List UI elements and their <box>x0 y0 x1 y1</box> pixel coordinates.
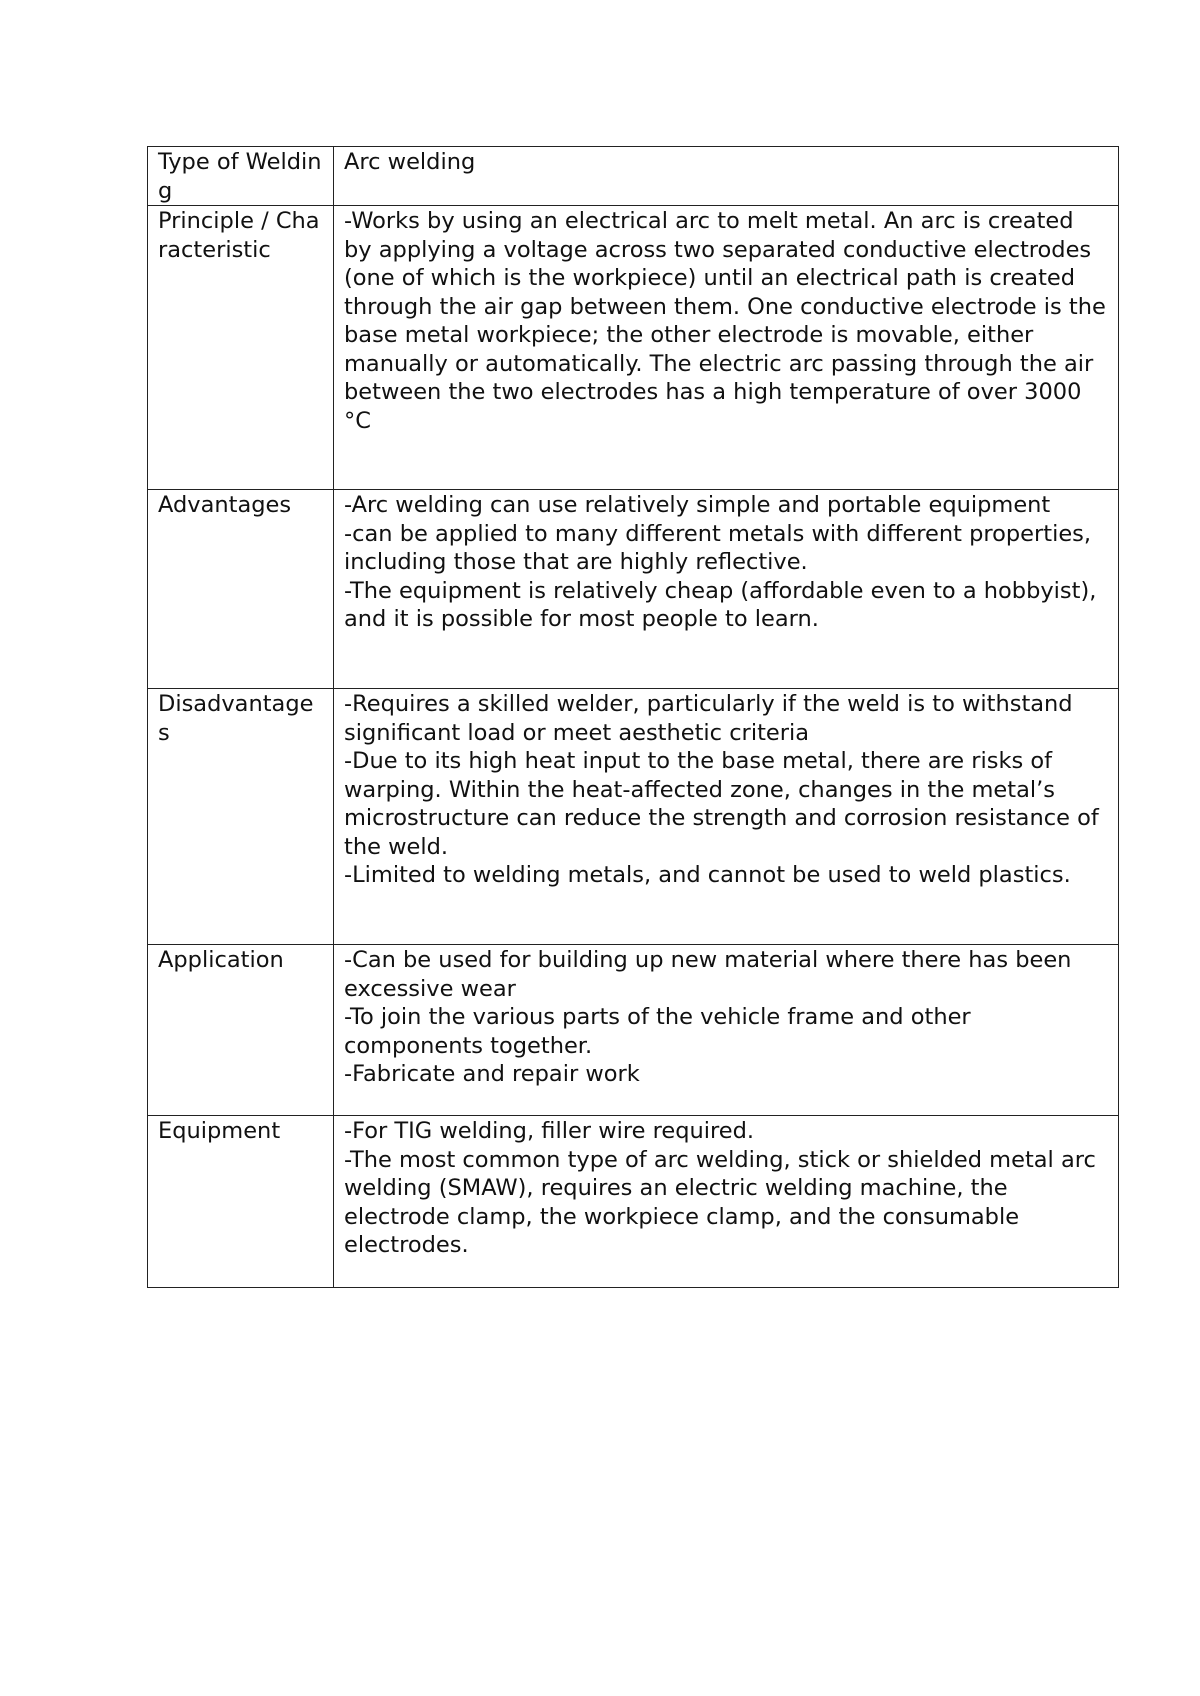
content-line: -Fabricate and repair work <box>344 1061 640 1087</box>
content-line: -Limited to welding metals, and cannot be used to weld plastics. <box>344 862 1071 888</box>
row-label-principle: Principle / Characteristic <box>148 206 334 490</box>
row-content-advantages <box>334 490 1119 689</box>
row-content-principle <box>334 206 1119 490</box>
row-label-disadvantages: Disadvantages <box>148 689 334 945</box>
table-row-principle <box>148 206 1119 490</box>
content-line: -Due to its high heat input to the base metal, there are risks of warping. Within the heat-affected zone, changes in the metal’s microstructure can reduce the strength and corrosion resistance of the weld. <box>344 748 1099 860</box>
content-line: -Can be used for building up new material where there has been excessive wear <box>344 947 1072 1002</box>
row-content-equipment <box>334 1116 1119 1288</box>
row-content-application <box>334 945 1119 1116</box>
table-row-type <box>148 147 1119 206</box>
row-content-type <box>334 147 1119 206</box>
row-label-equipment: Equipment <box>148 1116 334 1288</box>
content-line: -To join the various parts of the vehicle frame and other components together. <box>344 1004 971 1059</box>
table-row-equipment <box>148 1116 1119 1288</box>
content-line: -Arc welding can use relatively simple and portable equipment <box>344 492 1051 518</box>
table-row-application <box>148 945 1119 1116</box>
content-line: -Requires a skilled welder, particularly if the weld is to withstand significant load or meet aesthetic criteria <box>344 691 1073 746</box>
row-label-application: Application <box>148 945 334 1116</box>
content-line: -The equipment is relatively cheap (affordable even to a hobbyist), and it is possible for most people to learn. <box>344 577 1097 632</box>
table-row-disadvantages <box>148 689 1119 945</box>
content-line: -The most common type of arc welding, stick or shielded metal arc welding (SMAW), requires an electric welding machine, the electrode clamp, the workpiece clamp, and the consumable electrodes. <box>344 1146 1096 1258</box>
row-content-disadvantages <box>334 689 1119 945</box>
row-label-type: Type of Welding <box>148 147 334 206</box>
content-line: Arc welding <box>344 149 476 175</box>
row-label-advantages: Advantages <box>148 490 334 689</box>
content-line: -For TIG welding, filler wire required. <box>344 1118 755 1144</box>
content-line: -can be applied to many different metals with different properties, including those that are highly reflective. <box>344 520 1092 575</box>
table-row-advantages <box>148 490 1119 689</box>
content-line: -Works by using an electrical arc to melt metal. An arc is created by applying a voltage across two separated conductive electrodes (one of which is the workpiece) until an electrical path is created through the air gap between them. One conductive electrode is the base metal workpiece; the other electrode is movable, either manually or automatically. The electric arc passing through the air between the two electrodes has a high temperature of over 3000 °C <box>344 208 1106 434</box>
welding-table <box>147 146 1119 1288</box>
